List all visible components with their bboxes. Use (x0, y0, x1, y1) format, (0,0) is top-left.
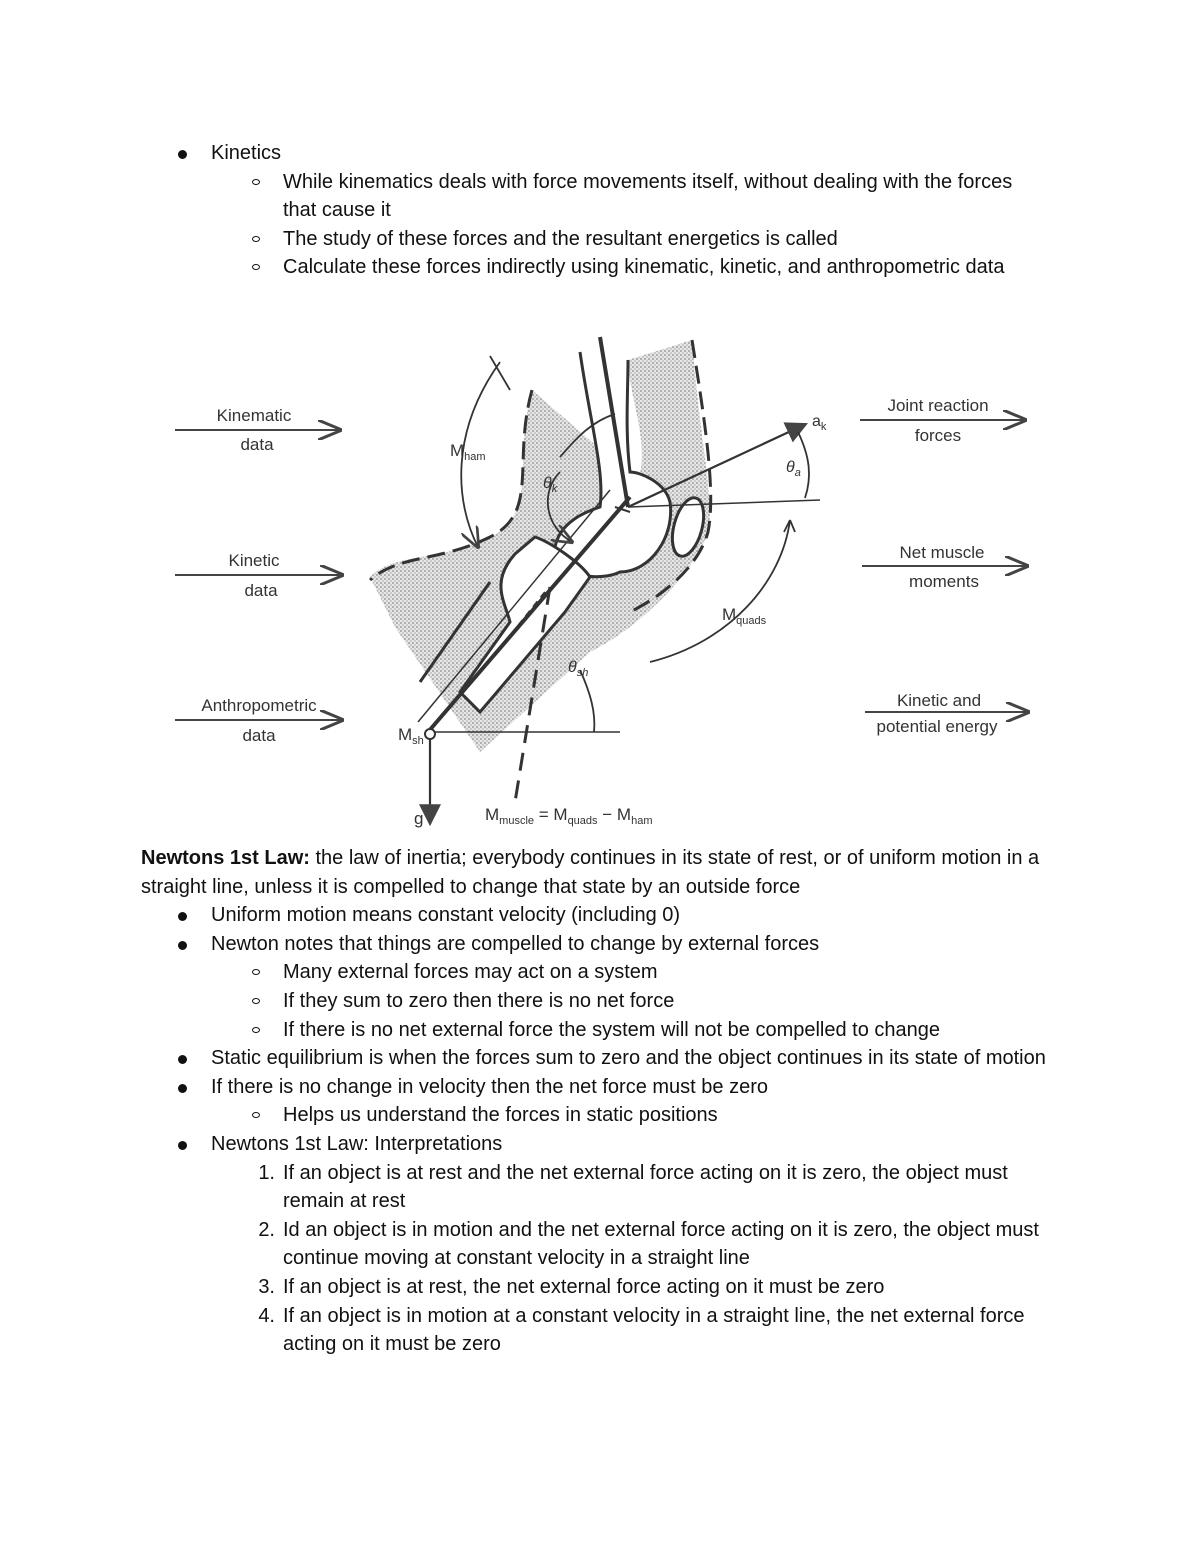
hollow-bullet-icon (252, 179, 260, 185)
list-item-text: Kinetics (211, 142, 282, 164)
list-item-text: If an object is in motion at a constant velocity in a straight line, the net external force acting on it must be zero (283, 1304, 1025, 1356)
input-label: data (240, 435, 274, 454)
list-item (211, 1130, 1071, 1159)
output-label: moments (909, 572, 979, 591)
list-item-text: Id an object is in motion and the net external force acting on it is zero, the object must continue moving at constant velocity in a straight line (283, 1218, 1039, 1270)
list-item (283, 987, 1043, 1016)
output-label: Joint reaction (887, 396, 989, 415)
theta-a-label: $\theta_a$ (786, 459, 801, 479)
list-item-text: Static equilibrium is when the forces sum to zero and the object continues in its state of motion (211, 1047, 1046, 1070)
output-label: Net muscle (899, 543, 985, 562)
list-item (283, 1101, 1043, 1130)
bullet-icon (178, 150, 187, 159)
input-arrow-kinetic (175, 551, 342, 600)
newton-definition-text: the law of inertia; everybody continues in its state of rest, or of uniform motion in a straight line, unless it is compelled to change that state by an outside force (141, 847, 1040, 898)
hollow-bullet-icon (252, 264, 260, 270)
a-k-label: $a_k$ (812, 413, 827, 433)
bullet-icon (178, 1055, 187, 1064)
hollow-bullet-icon (252, 1112, 260, 1118)
input-label: Kinematic (216, 406, 292, 425)
list-item (283, 225, 1043, 254)
list-item-text: Helps us understand the forces in static positions (283, 1104, 718, 1127)
m-ham-label: $M_{ham}$ (450, 441, 486, 463)
numbered-item (258, 1302, 1043, 1359)
hollow-bullet-icon (252, 998, 260, 1004)
newton-definition (141, 844, 1061, 901)
newton-first-law-section (0, 844, 1200, 1359)
bullet-icon (178, 941, 187, 950)
list-item (283, 168, 1043, 225)
output-label: potential energy (876, 717, 998, 736)
input-label: data (242, 726, 276, 745)
input-label: Kinetic (228, 551, 280, 570)
theta-a-arc (798, 432, 809, 498)
input-arrow-anthropometric (175, 696, 342, 745)
output-arrow-joint-reaction (860, 396, 1025, 445)
list-item-text: If they sum to zero then there is no net force (283, 989, 675, 1012)
list-item-text: If there is no change in velocity then the net force must be zero (211, 1075, 768, 1098)
muscle-moment-equation: $M_{muscle} = M_{quads} - M_{ham}$ (485, 805, 653, 827)
input-arrow-kinematic (175, 406, 340, 454)
list-item (211, 930, 1071, 959)
numbered-item (258, 1159, 1043, 1216)
numbered-item (258, 1216, 1043, 1273)
bullet-icon (178, 912, 187, 921)
gravity-label: g (414, 809, 424, 828)
list-item-text: Calculate these forces indirectly using kinematic, kinetic, and anthropometric data (283, 256, 1005, 279)
knee-kinetics-diagram (160, 322, 1050, 837)
item-number: 1. (258, 1161, 275, 1184)
list-item (283, 253, 1043, 282)
list-item (211, 1073, 1071, 1102)
item-number: 3. (258, 1275, 275, 1298)
list-item-text: If an object is at rest, the net external force acting on it must be zero (283, 1275, 885, 1298)
list-item-text: If there is no net external force the system will not be compelled to change (283, 1018, 941, 1041)
list-item (283, 958, 1043, 987)
bullet-icon (178, 1084, 187, 1093)
list-item (211, 901, 1071, 930)
m-sh-label: $M_{sh}$ (398, 725, 424, 747)
theta-k-label: $\theta_k$ (543, 475, 558, 495)
theta-sh-arc (580, 670, 594, 732)
bullet-icon (178, 1141, 187, 1150)
list-item-text: If an object is at rest and the net external force acting on it is zero, the object must remain at rest (283, 1161, 1008, 1213)
hollow-bullet-icon (252, 236, 260, 242)
m-quads-label: $M_{quads}$ (722, 605, 767, 627)
list-item (211, 1044, 1071, 1073)
hollow-bullet-icon (252, 969, 260, 975)
list-item-text: Newtons 1st Law: Interpretations (211, 1132, 503, 1155)
item-number: 2. (258, 1218, 275, 1241)
output-label: Kinetic and (896, 691, 982, 710)
list-item-text: Many external forces may act on a system (283, 961, 658, 984)
hollow-bullet-icon (252, 1027, 260, 1033)
shank-mass-point (425, 729, 435, 739)
output-arrow-net-moments (862, 543, 1027, 591)
item-number: 4. (258, 1304, 275, 1327)
list-item-text: The study of these forces and the resultant energetics is called (283, 227, 838, 250)
theta-sh-label: $\theta_{sh}$ (568, 659, 589, 679)
numbered-item (258, 1273, 1043, 1302)
output-label: forces (914, 426, 962, 445)
list-item (283, 1016, 1043, 1045)
kinetics-list (0, 139, 1200, 282)
newton-title: Newtons 1st Law: (141, 847, 310, 869)
input-label: Anthropometric (201, 696, 317, 715)
list-item-text: Uniform motion means constant velocity (including 0) (211, 904, 681, 927)
input-label: data (244, 581, 278, 600)
list-item (211, 139, 1071, 168)
list-item-text: Newton notes that things are compelled to change by external forces (211, 932, 820, 955)
output-arrow-energy (865, 691, 1028, 736)
list-item-text: While kinematics deals with force movements itself, without dealing with the forces that cause it (283, 170, 1013, 222)
